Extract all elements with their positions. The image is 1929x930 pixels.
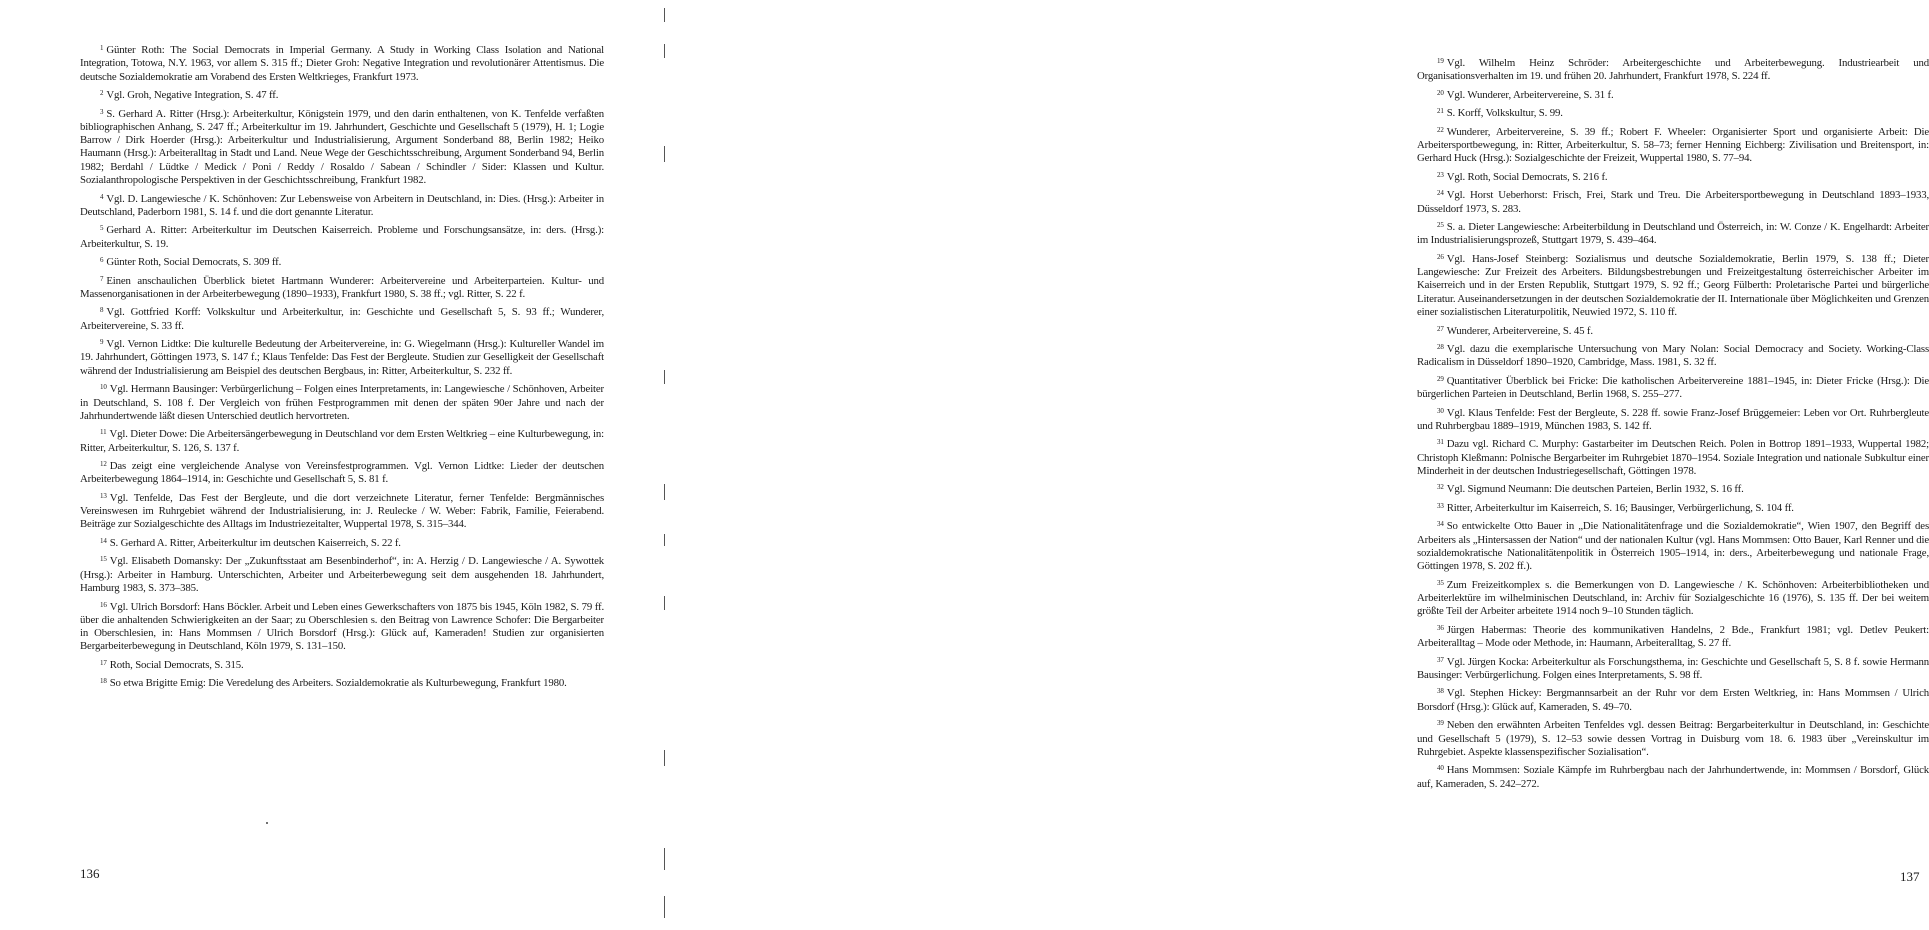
footnote: [1417, 373, 1929, 402]
footnote: [1417, 105, 1929, 120]
footnote-text: Roth, Social Democrats, S. 315.: [109, 658, 244, 671]
right-page: [663, 0, 1929, 930]
footnote: [80, 675, 604, 690]
footnote: [80, 336, 604, 378]
footnote-text: Einen anschaulichen Überblick bietet Hartmann Wunderer: Arbeitervereine und Arbeiterparteien. Kultur- und Massenorganisationen in der Arbeiterbewegung (1890–1933), Frankfurt 1980, S. 38 ff.; vgl. Ritter, S. 22 f.: [80, 274, 604, 300]
footnote-text: Vgl. Ulrich Borsdorf: Hans Böckler. Arbeit und Leben eines Gewerkschafters von 1875 bis 1945, Köln 1982, S. 79 ff. über die anhaltenden Schwierigkeiten an der Saar; zu Oberschlesien s. den Beitrag von Lawrence Schofer: Die Bergarbeiter in Oberschlesien, in: Hans Mommsen / Ulrich Borsdorf (Hrsg.): Glück auf, Kameraden! Studien zur organisierten Bergarbeiterbewegung in Deutschland, Köln 1979, S. 131–150.: [80, 600, 604, 653]
footnote-text: Vgl. dazu die exemplarische Untersuchung von Mary Nolan: Social Democracy and Society. Working-Class Radicalism in Düsseldorf 1890–1920, Cambridge, Mass. 1981, S. 32 ff.: [1417, 343, 1929, 369]
footnote: [80, 657, 604, 672]
footnote-number: 34: [1437, 520, 1444, 529]
footnote-number: 30: [1437, 406, 1444, 415]
footnote: [80, 490, 604, 532]
footnote-number: 4: [100, 192, 104, 201]
footnote: [1417, 500, 1929, 515]
footnote-text: Vgl. Groh, Negative Integration, S. 47 ff.: [106, 89, 279, 102]
footnote-text: Ritter, Arbeiterkultur im Kaiserreich, S. 16; Bausinger, Verbürgerlichung, S. 104 ff.: [1446, 501, 1794, 514]
footnote-number: 21: [1437, 107, 1444, 116]
footnote: [80, 304, 604, 333]
footnote-number: 26: [1437, 252, 1444, 261]
footnote-text: Vgl. Roth, Social Democrats, S. 216 f.: [1446, 170, 1608, 183]
footnote: [80, 87, 604, 102]
footnote-text: Vgl. Tenfelde, Das Fest der Bergleute, und die dort verzeichnete Literatur, ferner Tenfelde: Bergmännisches Vereinswesen im Ruhrgebiet während der Industrialisierung, in: J. Reulecke / W. Weber: Fabrik, Familie, Feierabend. Beiträge zur Sozialgeschichte des Alltags im Industriezeitalter, Wuppertal 1978, S. 315–344.: [80, 491, 604, 531]
footnote: [1417, 219, 1929, 248]
footnote-text: Vgl. Stephen Hickey: Bergmannsarbeit an der Ruhr vor dem Ersten Weltkrieg, in: Hans Mommsen / Ulrich Borsdorf (Hrsg.): Glück auf, Kameraden, S. 49–70.: [1417, 687, 1929, 713]
footnote: [1417, 323, 1929, 338]
footnote-number: 22: [1437, 125, 1444, 134]
footnote-list: [1417, 55, 1929, 794]
footnote-text: So entwickelte Otto Bauer in „Die Nationalitätenfrage und die Sozialdemokratie“, Wien 1907, den Begriff des Arbeiters als „Hintersassen der Nation“ und der nationalen Kultur (vgl. Hans Mommsen: Otto Bauer, Karl Renner und die sozialdemokratische Nationalitätenpolitik in Österreich 1905–1914, in: ders., Arbeiterbewegung und nationale Frage, Göttingen 1978, S. 202 ff.).: [1417, 520, 1929, 573]
footnote: [1417, 654, 1929, 683]
footnote-text: Vgl. Elisabeth Domansky: Der „Zukunftsstaat am Besenbinderhof“, in: A. Herzig / D. Langewiesche / A. Sywottek (Hrsg.): Arbeiter in Hamburg. Unterschichten, Arbeiter und Arbeiterbewegung seit dem ausgehenden 18. Jahrhundert, Hamburg 1983, S. 373–385.: [80, 555, 604, 595]
footnote-text: Vgl. Jürgen Kocka: Arbeiterkultur als Forschungsthema, in: Geschichte und Gesellschaft 5, S. 8 f. sowie Hermann Bausinger: Verbürgerlichung. Folgen eines Interpretaments, S. 98 ff.: [1417, 655, 1929, 681]
footnote: [80, 599, 604, 654]
footnote-number: 10: [100, 383, 107, 392]
footnote-text: Neben den erwähnten Arbeiten Tenfeldes vgl. dessen Beitrag: Bergarbeiterkultur in Deutschland, in: Geschichte und Gesellschaft 5 (1979), S. 12–53 sowie dessen Vortrag in Duisburg vom 18. 6. 1983 über „Vereinskultur im Ruhrgebiet. Aspekte klassenspezifischer Sozialisation“.: [1417, 719, 1929, 758]
footnote-number: 15: [100, 555, 107, 564]
footnote-text: Wunderer, Arbeitervereine, S. 39 ff.; Robert F. Wheeler: Organisierter Sport und organisierte Arbeit: Die Arbeitersportbewegung, in: Ritter, Arbeiterkultur, S. 58–73; ferner Henning Eichberg: Zivilisation und Breitensport, in: Gerhard Huck (Hrsg.): Sozialgeschichte der Freizeit, Wuppertal 1980, S. 77–94.: [1417, 125, 1929, 165]
footnote-text: Vgl. D. Langewiesche / K. Schönhoven: Zur Lebensweise von Arbeitern in Deutschland, in: Dies. (Hrsg.): Arbeiter in Deutschland, Paderborn 1981, S. 14 f. und die dort genannte Literatur.: [80, 192, 604, 218]
footnote-text: Vgl. Horst Ueberhorst: Frisch, Frei, Stark und Treu. Die Arbeitersportbewegung in Deutschland 1893–1933, Düsseldorf 1973, S. 283.: [1417, 189, 1929, 215]
footnote-text: Vgl. Dieter Dowe: Die Arbeitersängerbewegung in Deutschland vor dem Ersten Weltkrieg – eine Kulturbewegung, in: Ritter, Arbeiterkultur, S. 126, S. 137 f.: [80, 428, 604, 454]
footnote-number: 1: [100, 44, 104, 52]
footnote-list: [80, 42, 604, 694]
footnote-number: 7: [100, 274, 104, 283]
footnote-text: Gerhard A. Ritter: Arbeiterkultur im Deutschen Kaiserreich. Probleme und Forschungsansätze, in: ders. (Hrsg.): Arbeiterkultur, S. 19.: [80, 224, 604, 250]
footnote-number: 29: [1437, 374, 1444, 383]
footnote-text: Günter Roth: The Social Democrats in Imperial Germany. A Study in Working Class Isolation and National Integration, Totowa, N.Y. 1963, vor allem S. 315 ff.; Dieter Groh: Negative Integration und revolutionärer Attentismus. Die deutsche Sozialdemokratie am Vorabend des Ersten Weltkrieges, Frankfurt 1973.: [80, 44, 604, 83]
footnote: [80, 273, 604, 302]
footnote-number: 16: [100, 600, 107, 609]
footnote-number: 33: [1437, 501, 1444, 510]
footnote-number: 39: [1437, 719, 1444, 728]
footnote: [1417, 169, 1929, 184]
footnote: [80, 222, 604, 251]
footnote-text: Hans Mommsen: Soziale Kämpfe im Ruhrbergbau nach der Jahrhundertwende, in: Mommsen / Borsdorf, Glück auf, Kameraden, S. 242–272.: [1417, 764, 1929, 790]
page-number: 137: [1900, 869, 1920, 884]
footnote-number: 14: [100, 536, 107, 545]
footnote-number: 11: [100, 428, 107, 437]
footnote-text: Vgl. Hans-Josef Steinberg: Sozialismus und deutsche Sozialdemokratie, Berlin 1979, S. 138 ff.; Dieter Langewiesche: Zur Freizeit des Arbeiters. Bildungsbestrebungen und Freizeitgestaltung österreichischer Arbeiter im Kaiserreich und in der Ersten Republik, Stuttgart 1979, S. 92 ff.; Georg Fülberth: Proletarische Partei und bürgerliche Literatur. Auseinandersetzungen in der deutschen Sozialdemokratie der II. Internationale über Möglichkeiten und Grenzen einer sozialistischen Literaturpolitik, Neuwied 1972, S. 110 ff.: [1417, 252, 1929, 319]
footnote-number: 27: [1437, 324, 1444, 333]
footnote-number: 36: [1437, 623, 1444, 632]
footnote: [1417, 685, 1929, 714]
footnote: [1417, 717, 1929, 759]
footnote-text: Vgl. Gottfried Korff: Volkskultur und Arbeiterkultur, in: Geschichte und Gesellschaft 5, S. 93 ff.; Wunderer, Arbeitervereine, S. 33 ff.: [80, 306, 604, 332]
footnote-text: Vgl. Wunderer, Arbeitervereine, S. 31 f.: [1446, 88, 1614, 101]
footnote-number: 37: [1437, 655, 1444, 664]
footnote: [1417, 251, 1929, 319]
page-number: 136: [80, 866, 100, 881]
print-speck: [266, 822, 268, 824]
footnote-number: 6: [100, 256, 104, 265]
footnote-text: Günter Roth, Social Democrats, S. 309 ff.: [106, 256, 282, 269]
footnote-number: 5: [100, 224, 104, 233]
footnote: [1417, 436, 1929, 478]
footnote: [80, 535, 604, 550]
footnote-text: Vgl. Wilhelm Heinz Schröder: Arbeitergeschichte und Arbeiterbewegung. Industriearbeit und Organisationsverhalten im 19. und frühen 20. Jahrhundert, Frankfurt 1978, S. 224 ff.: [1417, 57, 1929, 83]
footnote-number: 13: [100, 491, 107, 500]
footnote: [1417, 518, 1929, 573]
footnote: [1417, 762, 1929, 791]
footnote-number: 3: [100, 107, 104, 116]
footnote: [1417, 55, 1929, 84]
footnote: [80, 381, 604, 423]
footnote-text: Zum Freizeitkomplex s. die Bemerkungen von D. Langewiesche / K. Schönhoven: Arbeiterbibliotheken und Arbeiterlektüre im wilhelminischen Deutschland, in: Archiv für Sozialgeschichte 16 (1976), S. 135 ff. Der bei weitem größte Teil der Arbeiter arbeitete 1914 noch 9–10 Stunden täglich.: [1417, 578, 1929, 618]
footnote-number: 38: [1437, 687, 1444, 696]
footnote: [1417, 187, 1929, 216]
footnote-text: S. Gerhard A. Ritter, Arbeiterkultur im deutschen Kaiserreich, S. 22 f.: [109, 536, 401, 549]
footnote: [80, 42, 604, 84]
footnote: [80, 254, 604, 269]
footnote-number: 24: [1437, 189, 1444, 198]
footnote: [1417, 341, 1929, 370]
footnote-text: Vgl. Vernon Lidtke: Die kulturelle Bedeutung der Arbeitervereine, in: G. Wiegelmann (Hrsg.): Kultureller Wandel im 19. Jahrhundert, Göttingen 1973, S. 147 f.; Klaus Tenfelde: Das Fest der Bergleute. Studien zur Geselligkeit der Gesellschaft während der Industrialisierung am Beispiel des deutschen Bergbaus, in: Ritter, Arbeiterkultur, S. 232 ff.: [80, 338, 604, 377]
footnote-text: Vgl. Hermann Bausinger: Verbürgerlichung – Folgen eines Interpretaments, in: Langewiesche / Schönhoven, Arbeiter in Deutschland, S. 108 f. Der Vergleich von frühen Festprogrammen mit denen der späten 90er Jahre und nach der Jahrhundertwende läßt diesen Unterschied deutlich hervortreten.: [80, 383, 604, 422]
footnote-number: 35: [1437, 578, 1444, 587]
footnote-number: 40: [1437, 764, 1444, 773]
footnote-text: Jürgen Habermas: Theorie des kommunikativen Handelns, 2 Bde., Frankfurt 1981; vgl. Detlev Peukert: Arbeiteralltag – Mode oder Methode, in: Haumann, Arbeiteralltag, S. 27 ff.: [1417, 623, 1929, 650]
footnote: [1417, 481, 1929, 496]
footnote-text: S. Gerhard A. Ritter (Hrsg.): Arbeiterkultur, Königstein 1979, und den darin enthaltenen, von K. Tenfelde verfaßten bibliographischen Anhang, S. 247 ff.; Arbeiterkultur im 19. Jahrhundert, Geschichte und Gesellschaft 5 (1979), H. 1; Logie Barrow / Dirk Hoerder (Hrsg.): Arbeiterkultur und Industrialisierung, Argument Sonderband 88, Berlin 1982; Heiko Haumann (Hrsg.): Arbeiteralltag in Stadt und Land. Neue Wege der Geschichtsschreibung, Argument Sonderband 94, Berlin 1982; Berdahl / Lüdtke / Medick / Poni / Reddy / Rosaldo / Sabean / Schindler / Sider: Klassen und Kultur. Sozialanthropologische Perspektiven in der Geschichtsschreibung, Frankfurt 1982.: [80, 107, 604, 187]
footnote-text: Das zeigt eine vergleichende Analyse von Vereinsfestprogrammen. Vgl. Vernon Lidtke: Lieder der deutschen Arbeiterbewegung 1864–1914, in: Geschichte und Gesellschaft 5, S. 81 f.: [80, 460, 604, 486]
footnote-text: S. Korff, Volkskultur, S. 99.: [1446, 107, 1563, 120]
footnote: [80, 458, 604, 487]
footnote-number: 31: [1437, 438, 1444, 447]
footnote-number: 20: [1437, 88, 1444, 97]
footnote-text: S. a. Dieter Langewiesche: Arbeiterbildung in Deutschland und Österreich, in: W. Conze / K. Engelhardt: Arbeiter im Industrialisierungsprozeß, Stuttgart 1979, S. 439–464.: [1417, 221, 1929, 247]
footnote-number: 18: [100, 677, 107, 686]
footnote-number: 32: [1437, 483, 1444, 492]
footnote-number: 28: [1437, 343, 1444, 352]
footnote: [1417, 577, 1929, 619]
footnote-text: Vgl. Klaus Tenfelde: Fest der Bergleute, S. 228 ff. sowie Franz-Josef Brüggemeier: Leben vor Ort. Ruhrbergleute und Ruhrbergbau 1889–1919, München 1983, S. 142 ff.: [1417, 406, 1929, 432]
footnote-number: 17: [100, 658, 107, 667]
footnote-number: 23: [1437, 170, 1444, 179]
footnote: [1417, 124, 1929, 166]
footnote-text: Quantitativer Überblick bei Fricke: Die katholischen Arbeitervereine 1881–1945, in: Dieter Fricke (Hrsg.): Die bürgerlichen Parteien in Deutschland, Berlin 1968, S. 255–277.: [1417, 374, 1929, 401]
left-page: [0, 0, 662, 930]
footnote-text: Wunderer, Arbeitervereine, S. 45 f.: [1446, 324, 1593, 337]
footnote-text: Dazu vgl. Richard C. Murphy: Gastarbeiter im Deutschen Reich. Polen in Bottrop 1891–1933, Wuppertal 1982; Christoph Kleßmann: Polnische Bergarbeiter im Ruhrgebiet 1870–1954. Soziale Integration und nationale Subkultur einer Minderheit in der deutschen Industriegesellschaft, Göttingen 1978.: [1417, 438, 1929, 477]
footnote-number: 25: [1437, 221, 1444, 230]
footnote-text: Vgl. Sigmund Neumann: Die deutschen Parteien, Berlin 1932, S. 16 ff.: [1446, 483, 1744, 496]
footnote-number: 8: [100, 306, 104, 315]
footnote: [1417, 87, 1929, 102]
footnote: [80, 553, 604, 595]
footnote: [80, 106, 604, 188]
footnote: [80, 191, 604, 220]
footnote: [1417, 622, 1929, 651]
footnote: [1417, 405, 1929, 434]
footnote-number: 2: [100, 89, 104, 98]
footnote-number: 12: [100, 460, 107, 469]
footnote-number: 19: [1437, 57, 1444, 65]
footnote-number: 9: [100, 338, 104, 347]
footnote: [80, 426, 604, 455]
footnote-text: So etwa Brigitte Emig: Die Veredelung des Arbeiters. Sozialdemokratie als Kulturbewegung, Frankfurt 1980.: [109, 677, 567, 690]
